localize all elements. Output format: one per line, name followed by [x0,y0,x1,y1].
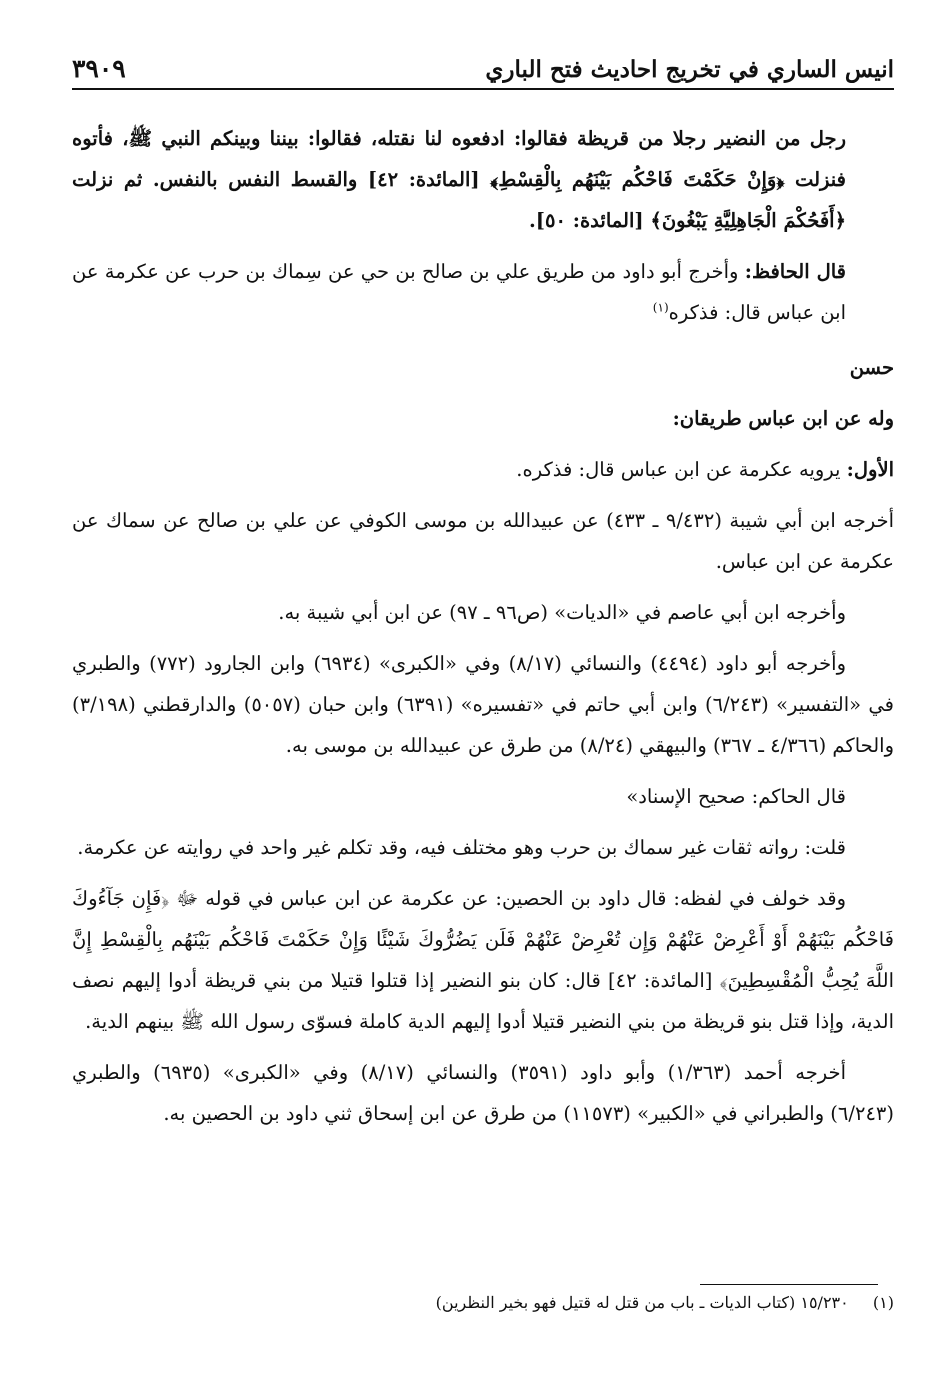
paragraph-12-text: أخرجه أحمد (١/٣٦٣) وأبو داود (٣٥٩١) والنسائي (٨/١٧) وفي «الكبرى» (٦٩٣٥) والطبري (٦/٢٤٣) والطبراني في «الكبير» (١١٥٧٣) من طرق عن ابن إسحاق ثني داود بن الحصين به. [72,1061,894,1125]
paragraph-9-text: قال الحاكم: صحيح الإسناد» [626,785,846,808]
paragraph-11 [72,878,894,1042]
page-body [72,118,894,1144]
first-label: الأول: [846,458,894,481]
paragraph-2-text: وأخرج أبو داود من طريق علي بن صالح بن حي عن سِماك بن حرب عن عكرمة عن ابن عباس قال: فذكره [72,260,846,324]
routes-heading-text: وله عن ابن عباس طريقان: [672,407,894,430]
paragraph-6-text: أخرجه ابن أبي شيبة (٩/٤٣٢ ـ ٤٣٣) عن عبيدالله بن موسى الكوفي عن علي بن صالح عن سماك عن عكرمة عن ابن عباس. [72,509,894,573]
paragraph-1 [72,118,894,241]
paragraph-12 [72,1052,894,1134]
footnote-divider [700,1284,878,1285]
footnote-marker: (١) [872,1293,894,1312]
paragraph-1-text: رجل من النضير رجلا من قريظة فقالوا: ادفعوه لنا نقتله، فقالوا: بيننا وبينكم النبي ﷺ، فأتوه فنزلت ﴿وَإِنْ حَكَمْتَ فَاحْكُم بَيْنَهُم بِالْقِسْطِ﴾ [المائدة: ٤٢] والقسط النفس بالنفس. ثم نزلت ﴿أَفَحُكْمَ الْجَاهِلِيَّةِ يَبْغُونَ﴾ [المائدة: ٥٠]. [72,127,846,232]
grade-heading [72,347,894,388]
paragraph-2 [72,251,894,333]
page-header [72,50,894,90]
paragraph-10-text: قلت: رواته ثقات غير سماك بن حرب وهو مختلف فيه، وقد تكلم غير واحد في روايته عن عكرمة. [77,836,846,859]
paragraph-first-route [72,449,894,490]
footnote-text: ١٥/٢٣٠ (كتاب الديات ـ باب من قتل له قتيل فهو بخير النظرين) [435,1293,849,1312]
paragraph-8 [72,643,894,766]
grade-text: حسن [849,356,894,379]
book-title: انيس الساري في تخريج احاديث فتح الباري [485,56,894,83]
routes-heading [72,398,894,439]
paragraph-9 [72,776,894,817]
page-number: ٣٩٠٩ [72,54,126,83]
first-route-text: يرويه عكرمة عن ابن عباس قال: فذكره. [516,458,847,481]
hafiz-label: قال الحافظ: [744,260,847,283]
paragraph-8-text: وأخرجه أبو داود (٤٤٩٤) والنسائي (٨/١٧) وفي «الكبرى» (٦٩٣٤) وابن الجارود (٧٧٢) والطبري في «التفسير» (٦/٢٤٣) وابن أبي حاتم في «تفسيره» (٦٣٩١) وابن حبان (٥٠٥٧) والدارقطني (٣/١٩٨) والحاكم (٤/٣٦٦ ـ ٣٦٧) والبيهقي (٨/٢٤) من طرق عن عبيدالله بن موسى به. [72,652,895,757]
footnote-ref[interactable]: (١) [652,300,669,315]
paragraph-11-text: وقد خولف في لفظه: قال داود بن الحصين: عن عكرمة عن ابن عباس في قوله ﷻ ﴿فَإِن جَآءُوكَ فَاحْكُم بَيْنَهُمْ أَوْ أَعْرِضْ عَنْهُمْ وَإِن تُعْرِضْ عَنْهُمْ فَلَن يَضُرُّوكَ شَيْئًا وَإِنْ حَكَمْتَ فَاحْكُم بَيْنَهُم بِالْقِسْطِ إِنَّ اللَّهَ يُحِبُّ الْمُقْسِطِينَ﴾ [المائدة: ٤٢] قال: كان بنو النضير إذا قتلوا قتيلا من بني قريظة أدوا إليهم نصف الدية، وإذا قتل بنو قريظة من بني النضير قتيلا أدوا إليهم الدية كاملة فسوّى رسول الله ﷺ بينهم الدية. [72,887,894,1033]
paragraph-7 [72,592,894,633]
footnote [72,1290,894,1316]
paragraph-10 [72,827,894,868]
paragraph-6 [72,500,894,582]
paragraph-7-text: وأخرجه ابن أبي عاصم في «الديات» (ص٩٦ ـ ٩٧) عن ابن أبي شيبة به. [278,601,846,624]
